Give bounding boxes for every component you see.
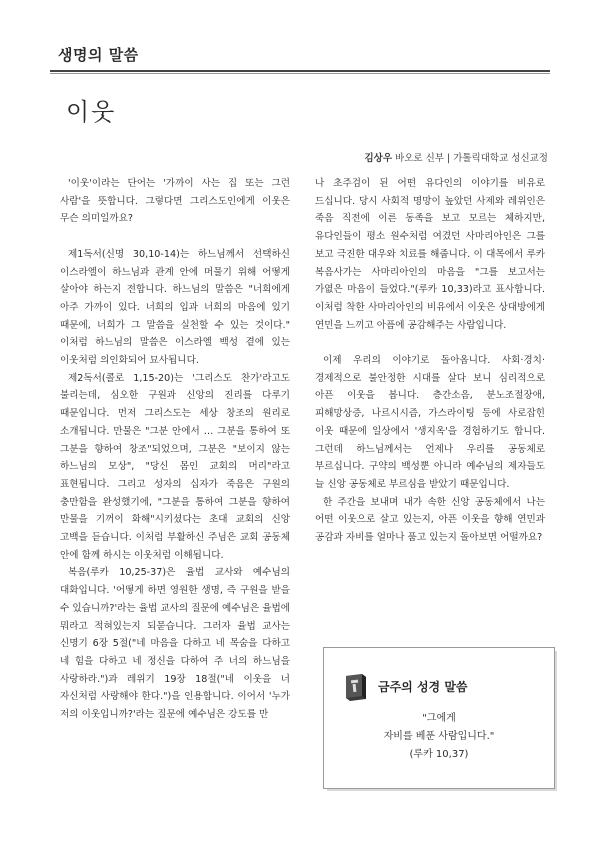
paragraph: 제2독서(콜로 1,15-20)는 '그리스도 찬가'라고도 불리는데, 심오한 구원과 신앙의 진리를 다루기 때문입니다. 먼저 그리스도는 세상 창조의 원리로 소개됩니다. 만물은 "그분 안에서 … 그분을 통하여 또 그분을 향하여 창조"되었으며, 그분은 "보이지 않는 하느님의 모상", "당신 몸인 교회의 머리"라고 표현됩니다. 그리고 성자의 십자가 죽음은 구원의 충만함을 완성했기에, "그분을 통하여 그분을 향하여 만물을 기꺼이 화해"시키셨다는 초대 교회의 신앙 고백을 듣습니다. 이처럼 부활하신 주님은 교회 공동체 안에 함께 하시는 이웃처럼 이해됩니다. [60, 372, 290, 561]
header-rule-thin [50, 73, 550, 74]
paragraph: 복음(루카 10,25-37)은 율법 교사와 예수님의 대화입니다. '어떻게 하면 영원한 생명, 즉 구원을 받을 수 있습니까?'라는 율법 교사의 질문에 예수님은 율법에 뭐라고 적혀있는지 되묻습니다. 그러자 율법 교사는 신명기 6장 5절("네 마음을 다하고 네 목숨을 다하고 네 힘을 다하고 네 정신을 다하여 주 너의 하느님을 사랑하라.")과 레위기 19장 18절("네 이웃을 너 자신처럼 사랑해야 한다.")을 인용합니다. 이어서 '누가 저의 이웃입니까?'라는 질문에 예수님은 강도를 만 [60, 567, 290, 721]
verse-heading: 금주의 성경 말씀 [378, 680, 468, 694]
paragraph-gap [315, 334, 545, 352]
byline [365, 150, 549, 164]
paragraph: 제1독서(신명 30,10-14)는 하느님께서 선택하신 이스라엘이 하느님과 관계 안에 머물기 위해 어떻게 살아야 하는지 전합니다. 하느님의 말씀은 "너희에게 아주 가까이 있다. 너희의 입과 너희의 마음에 있기 때문에, 너희가 그 말씀을 실천할 수 있는 것이다." 이처럼 하느님의 말씀은 이스라엘 백성 곁에 있는 이웃처럼 의인화되어 묘사됩니다. [60, 248, 290, 367]
verse-reference: (루카 10,37) [409, 749, 469, 760]
author-info: 바오로 신부 | 가톨릭대학교 성신교정 [392, 153, 548, 164]
bible-icon [342, 672, 370, 702]
section-title: 생명의 말씀 [58, 46, 139, 64]
verse-box [323, 647, 555, 789]
verse-line: 자비를 베푼 사람입니다." [383, 731, 495, 742]
right-column [315, 175, 545, 547]
paragraph: 이제 우리의 이야기로 돌아옵니다. 사회·경치·경제적으로 불안정한 시대를 살다 보니 심리적으로 아픈 이웃을 봅니다. 층간소음, 분노조절장애, 피해망상증, 나르시시즘, 가스라이팅 등에 사로잡힌 이웃 때문에 일상에서 '생지옥'을 경험하기도 합니다. 그런데 하느님께서는 언제나 우리를 공동체로 부르십니다. 구약의 백성뿐 아니라 예수님의 제자들도 늘 신앙 공동체로 부르심을 받았기 때문입니다. [315, 355, 545, 490]
author-name: 김상우 [364, 153, 393, 164]
verse-line: "그에게 [422, 713, 456, 724]
header-rule [50, 70, 550, 72]
paragraph-gap [60, 228, 290, 246]
paragraph: 나 초주검이 된 어떤 유다인의 이야기를 비유로 드십니다. 당시 사회적 명망이 높았던 사제와 레위인은 죽음 직전에 이른 동족을 보고 모르는 체하지만, 유다인들이 평소 원수처럼 여겼던 사마리아인은 그를 보고 극진한 대우와 치료를 해줍니다. 이 대목에서 루카 복음사가는 사마리아인의 마음을 "그를 보고서는 가엾은 마음이 들었다."(루카 10,33)라고 표사합니다. 이처럼 착한 사마리아인의 비유에서 이웃은 상대방에게 연민을 느끼고 아픔에 공감해주는 사람입니다. [315, 178, 545, 331]
paragraph: '이웃'이라는 단어는 '가까이 사는 집 또는 그런 사람'을 뜻합니다. 그렇다면 그리스도인에게 이웃은 무슨 의미일까요? [60, 178, 290, 225]
article-title: 이웃 [66, 98, 117, 126]
paragraph: 한 주간을 보내며 내가 속한 신앙 공동체에서 나는 어떤 이웃으로 살고 있는지, 아픈 이웃을 향해 연민과 공감과 자비를 얼마나 품고 있는지 돌아보면 어떨까요? [315, 496, 545, 544]
left-column [60, 175, 290, 724]
verse-text [324, 710, 554, 764]
